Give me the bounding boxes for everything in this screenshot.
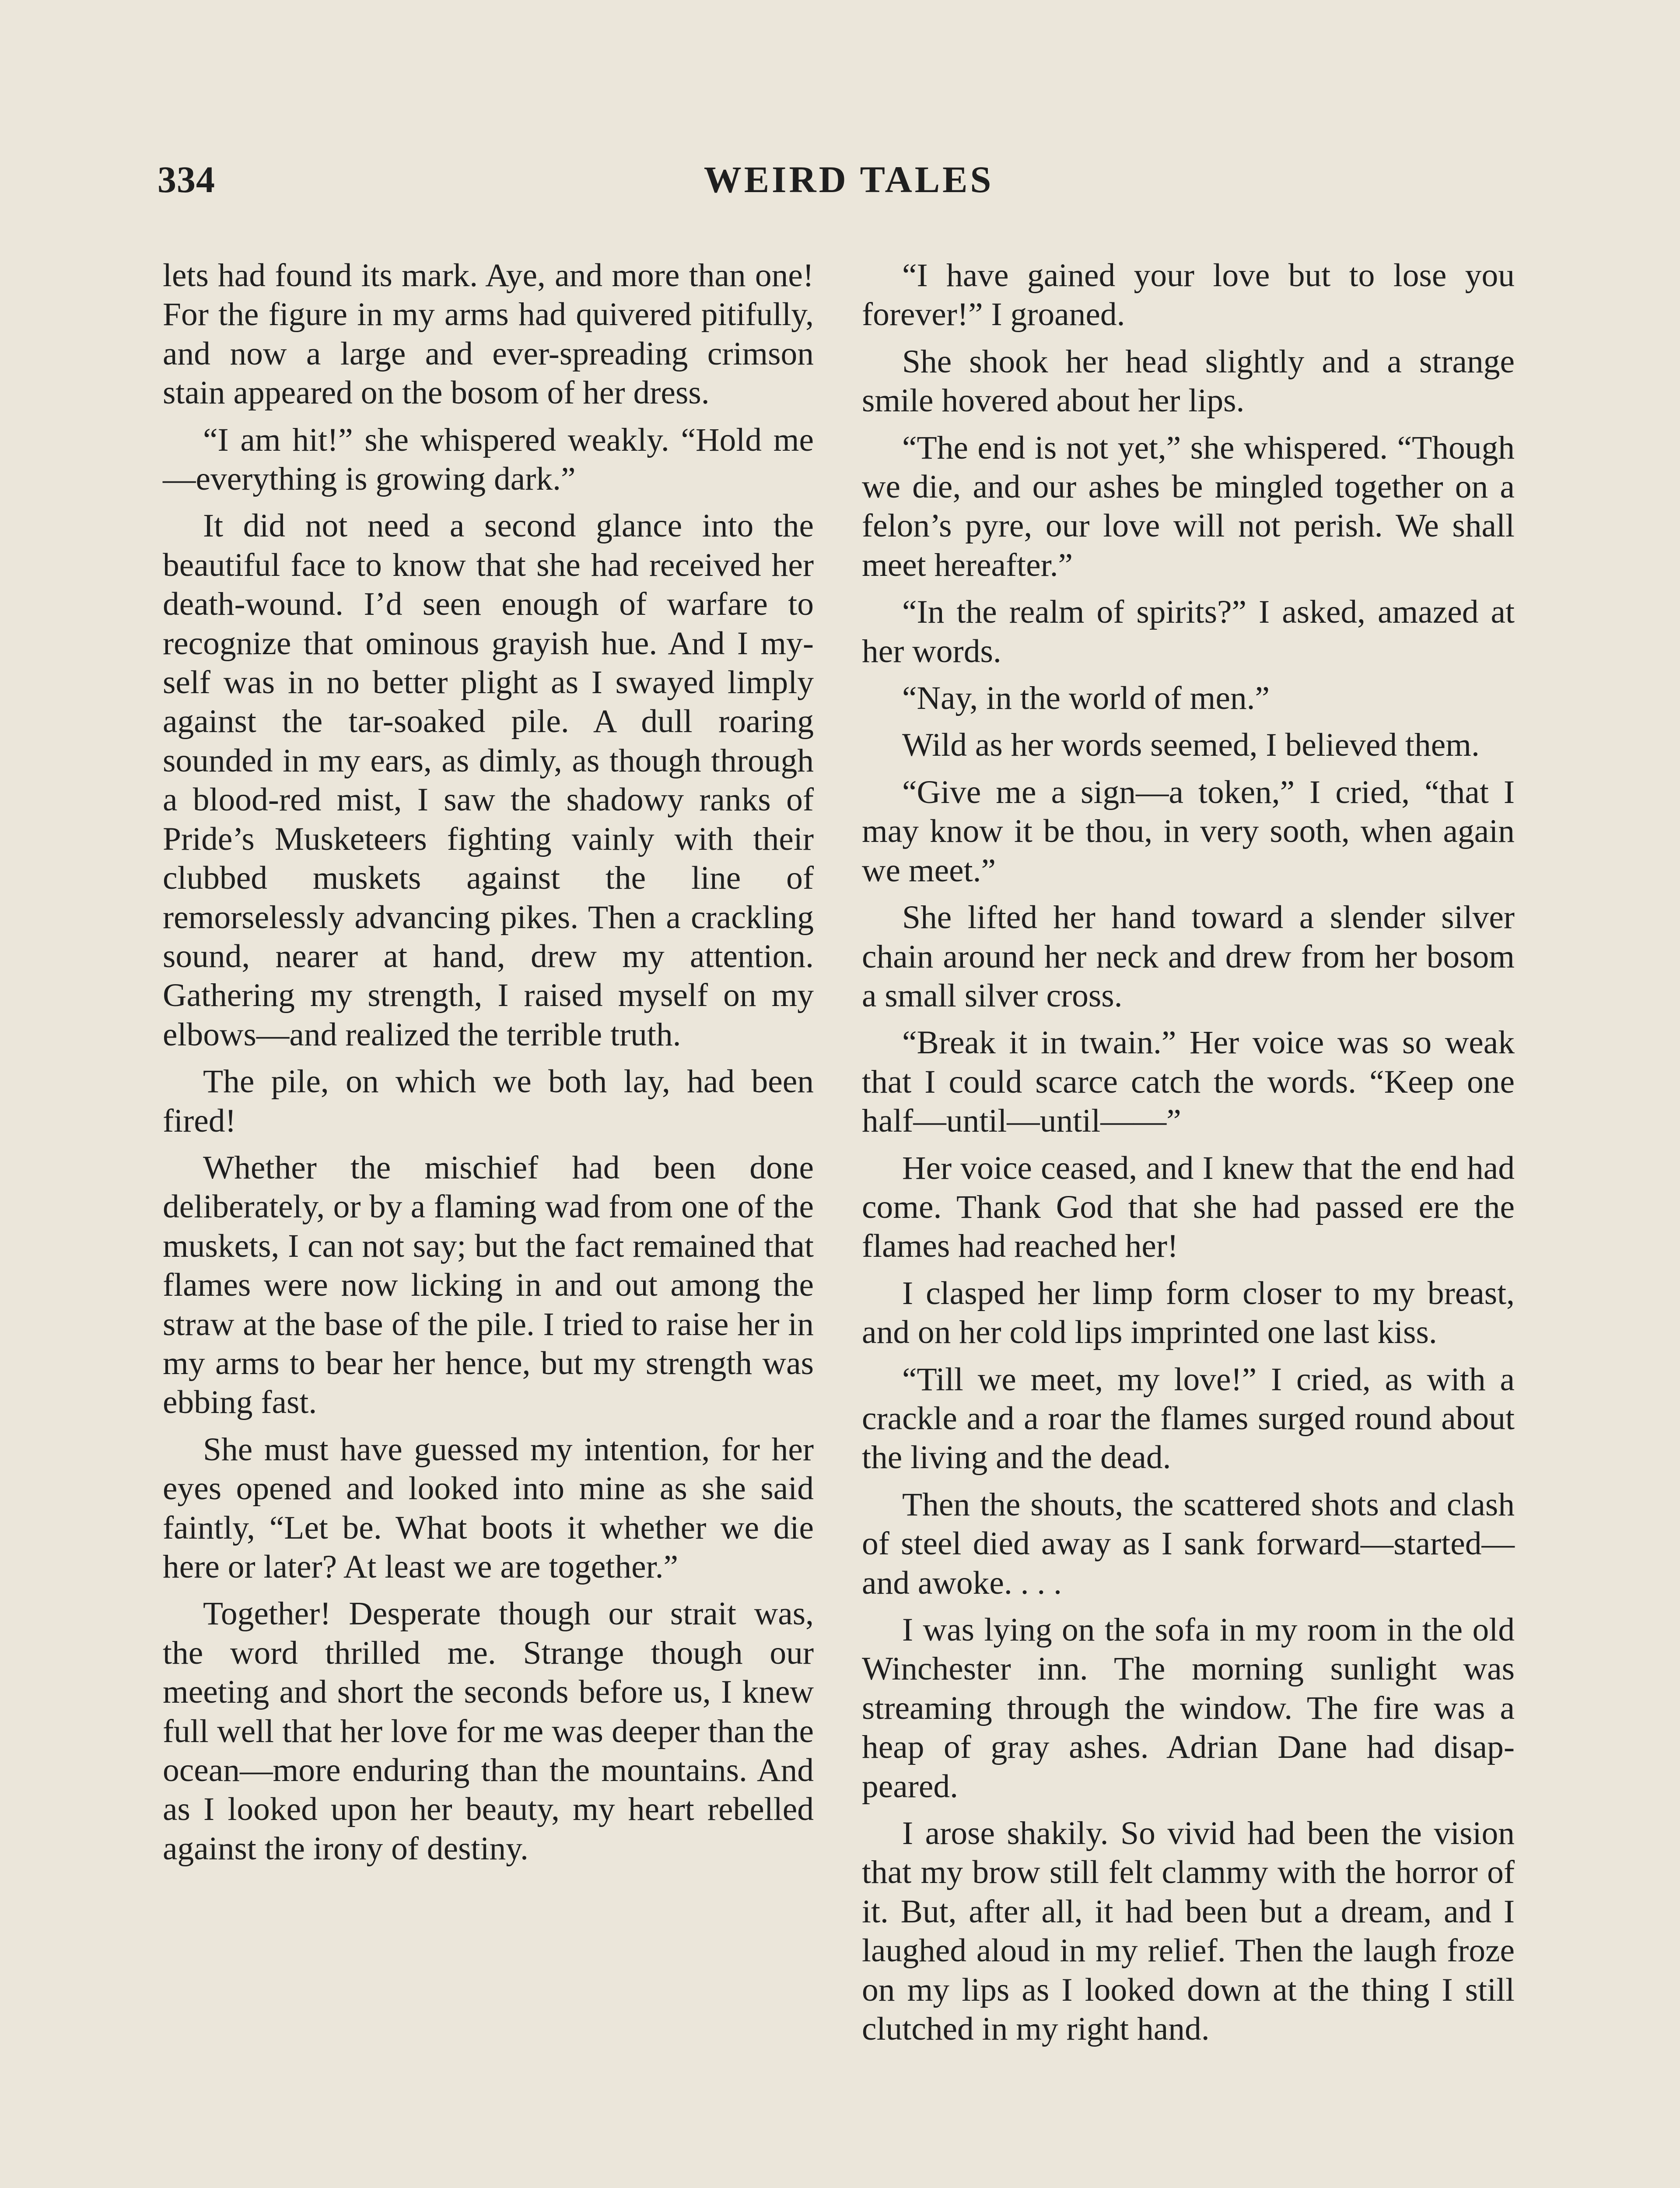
paragraph: “I am hit!” she whispered weakly. “Hold me—everything is growing dark.” — [163, 421, 814, 498]
paragraph: Wild as her words seemed, I believed them. — [902, 727, 1480, 764]
paragraph: The pile, on which we both lay, had been fired! — [163, 1063, 814, 1139]
paragraph: I clasped her limp form closer to my breast, and on her cold lips imprinted one last kiss. — [862, 1275, 1515, 1351]
paragraph: “I have gained your love but to lose you forever!” I groaned. — [862, 257, 1515, 333]
paragraph: “Give me a sign—a token,” I cried, “that I may know it be thou, in very sooth, when again we meet.” — [862, 774, 1515, 889]
paragraph: “Till we meet, my love!” I cried, as with a crackle and a roar the flames surged round about the living and the dead. — [862, 1361, 1515, 1476]
paragraph: “Break it in twain.” Her voice was so weak that I could scarce catch the words. “Keep one half—until—until——” — [862, 1024, 1515, 1140]
paragraph: lets had found its mark. Aye, and more than one! For the figure in my arms had quivered pitifully, and now a large and ever-spreading crimson stain appeared on the bosom of her dress. — [163, 257, 814, 411]
paragraph: I arose shakily. So vivid had been the vision that my brow still felt clammy with the horror of it. But, after all, it had been but a dream, and I laughed aloud in my relief. Then the laugh froze on my lips as I looked down at the thing I still clutched in my right hand. — [862, 1815, 1515, 2048]
paragraph: Whether the mischief had been done deliberately, or by a flaming wad from one of the muskets, I can not say; but the fact remained that flames were now licking in and out among the straw at the base of the pile. I tried to raise her in my arms to bear her hence, but my strength was ebbing fast. — [163, 1149, 814, 1421]
paragraph: Her voice ceased, and I knew that the end had come. Thank God that she had passed ere the flames had reached her! — [862, 1150, 1515, 1265]
paragraph: She shook her head slightly and a strange smile hovered about her lips. — [862, 343, 1515, 419]
paragraph: Then the shouts, the scattered shots and clash of steel died away as I sank forward—started—and awoke. . . . — [862, 1486, 1515, 1601]
left-column — [163, 256, 814, 1868]
paragraph: “In the realm of spirits?” I asked, amazed at her words. — [862, 594, 1515, 670]
page-header — [158, 158, 1540, 214]
paragraph: She lifted her hand toward a slender silver chain around her neck and drew from her bosom a small silver cross. — [862, 899, 1515, 1014]
paragraph: Together! Desperate though our strait was, the word thrilled me. Strange though our meeting and short the seconds before us, I knew full well that her love for me was deeper than the ocean—more enduring than the mountains. And as I looked upon her beauty, my heart rebelled against the irony of destiny. — [163, 1595, 814, 1867]
paragraph: “The end is not yet,” she whispered. “Though we die, and our ashes be mingled together on a felon’s pyre, our love will not perish. We shall meet hereafter.” — [862, 429, 1515, 583]
paragraph: I was lying on the sofa in my room in the old Winchester inn. The morning sunlight was streaming through the window. The fire was a heap of gray ashes. Adrian Dane had disappeared. — [862, 1612, 1515, 1805]
right-column — [862, 256, 1515, 2048]
page-number: 334 — [158, 158, 215, 200]
paragraph: “Nay, in the world of men.” — [902, 680, 1270, 717]
running-title: WEIRD TALES — [704, 158, 994, 200]
paragraph: It did not need a second glance into the beautiful face to know that she had received her death-wound. I’d seen enough of warfare to recognize that ominous grayish hue. And I myself was in no better plight as I swayed limply against the tar-soaked pile. A dull roaring sounded in my ears, as dimly, as though through a blood-red mist, I saw the shadowy ranks of Pride’s Musketeers fighting vainly with their clubbed muskets against the line of remorselessly advancing pikes. Then a crackling sound, nearer at hand, drew my attention. Gathering my strength, I raised myself on my elbows—and realized the terrible truth. — [163, 508, 814, 1053]
paragraph: She must have guessed my intention, for her eyes opened and looked into mine as she said faintly, “Let be. What boots it whether we die here or later? At least we are together.” — [163, 1431, 814, 1585]
